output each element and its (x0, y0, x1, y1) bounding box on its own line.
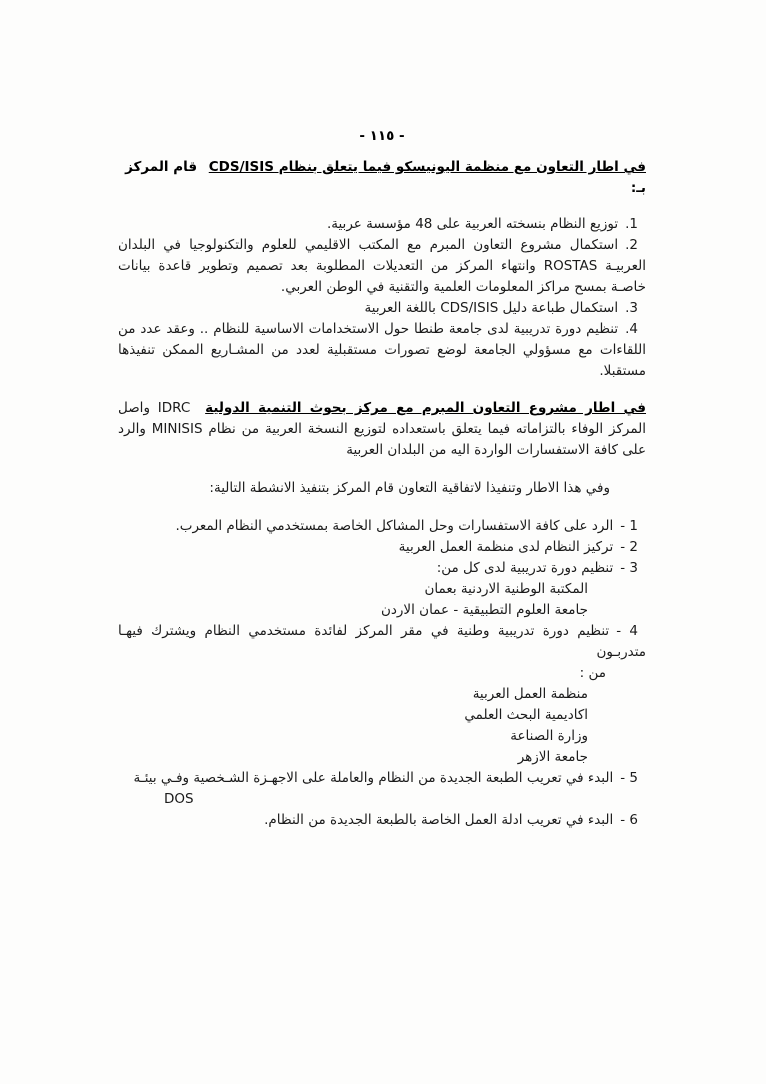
item-text: تنظيم دورة تدريبية لدى جامعة طنطا حول الاستخدامات الاساسية للنظام .. وعقد عدد من اللقاءات مع مسؤولي الجامعة لوضع تصورات مستقبلية لعدد من المشـاريع الممكن تنفيذها مستقبلا. (118, 321, 646, 379)
section-unesco-heading-underlined: في اطار التعاون مع منظمة اليونيسكو فيما يتعلق بنظام CDS/ISIS (208, 159, 646, 175)
item-marker: 4 - (616, 623, 639, 639)
list-item-unesco-3 (118, 298, 646, 319)
item-text: البدء في تعريب الطبعة الجديدة من النظام والعاملة على الاجهـزة الشـخصية وفـي بيئـة (133, 770, 614, 786)
page-number: - ١١٥ - (359, 128, 405, 144)
list-item-idrc-3 (118, 558, 646, 579)
section-unesco-heading-tail: قام المركز بـ: (125, 159, 646, 196)
list-item-idrc-5-tail-dos: DOS (164, 791, 194, 807)
list-item-unesco-4 (118, 319, 646, 382)
item-text: الرد على كافة الاستفسارات وحل المشاكل الخاصة بمستخدمي النظام المعرب. (175, 518, 614, 534)
subitem-applied-science-university: جامعة العلوم التطبيقية - عمان الاردن (380, 602, 588, 618)
list-item-idrc-5 (118, 768, 646, 789)
item-marker: 1. (625, 216, 638, 232)
subitem-academy-scientific-research: اكاديمية البحث العلمي (464, 707, 588, 723)
item-text: تركيز النظام لدى منظمة العمل العربية (398, 539, 614, 555)
item-marker: 4. (625, 321, 638, 337)
list-item-idrc-4 (118, 621, 646, 663)
list-item-idrc-6 (118, 810, 646, 831)
idrc-activities-list (118, 516, 646, 831)
subitem-ministry-of-industry: وزارة الصناعة (510, 728, 588, 744)
item-marker: 6 - (620, 812, 638, 828)
subitem-jordan-library: المكتبة الوطنية الاردنية بعمان (424, 581, 588, 597)
unesco-activities-list (118, 214, 646, 382)
item-text: توزيع النظام بنسخته العربية على 48 مؤسسة عربية. (326, 216, 619, 232)
section-idrc-heading-underlined: في اطار مشروع التعاون المبرم مع مركز بحوث التنمية الدولية (205, 400, 647, 416)
subitem-arab-labor-organization: منظمة العمل العربية (472, 686, 588, 702)
idrc-intro-line: وفي هذا الاطار وتنفيذا لاتفاقية التعاون قام المركز بتنفيذ الانشطة التالية: (209, 480, 610, 496)
item-marker: 1 - (620, 518, 638, 534)
item-text: البدء في تعريب ادلة العمل الخاصة بالطبعة الجديدة من النظام. (264, 812, 614, 828)
item-text: استكمال مشروع التعاون المبرم مع المكتب الاقليمي للعلوم والتكنولوجيا في البلدان العربيـة ROSTAS وانتهاء المركز من التعديلات المطلوبة بعد تصميم وتطوير قاعدة بيانات خاصـة بمسح مراكز المعلومات العلمية والتقنية في الوطن العربي. (118, 237, 646, 295)
list-item-idrc-1 (118, 516, 646, 537)
item-text: تنظيم دورة تدريبية لدى كل من: (436, 560, 614, 576)
list-item-idrc-4-tail: من : (579, 665, 606, 681)
subitem-al-azhar-university: جامعة الازهر (517, 749, 588, 765)
item-marker: 2 - (620, 539, 638, 555)
item-marker: 5 - (620, 770, 638, 786)
list-item-unesco-2 (118, 235, 646, 298)
section-unesco-heading (118, 157, 646, 199)
list-item-unesco-1 (118, 214, 646, 235)
list-item-idrc-2 (118, 537, 646, 558)
section-idrc-heading-tail: IDRC واصل المركز الوفاء بالتزاماته فيما يتعلق باستعداده لتوزيع النسخة العربية من نظام MINISIS والرد على كافة الاستفسارات الواردة اليه من البلدان العربية (118, 400, 646, 458)
item-marker: 3 - (620, 560, 638, 576)
section-idrc-heading-paragraph (118, 398, 646, 461)
item-marker: 2. (625, 237, 638, 253)
item-marker: 3. (625, 300, 638, 316)
item-text: تنظيم دورة تدريبية وطنية في مقر المركز لفائدة مستخدمي النظام ويشترك فيهـا متدربـون (118, 623, 646, 660)
item-text: استكمال طباعة دليل CDS/ISIS باللغة العربية (364, 300, 619, 316)
